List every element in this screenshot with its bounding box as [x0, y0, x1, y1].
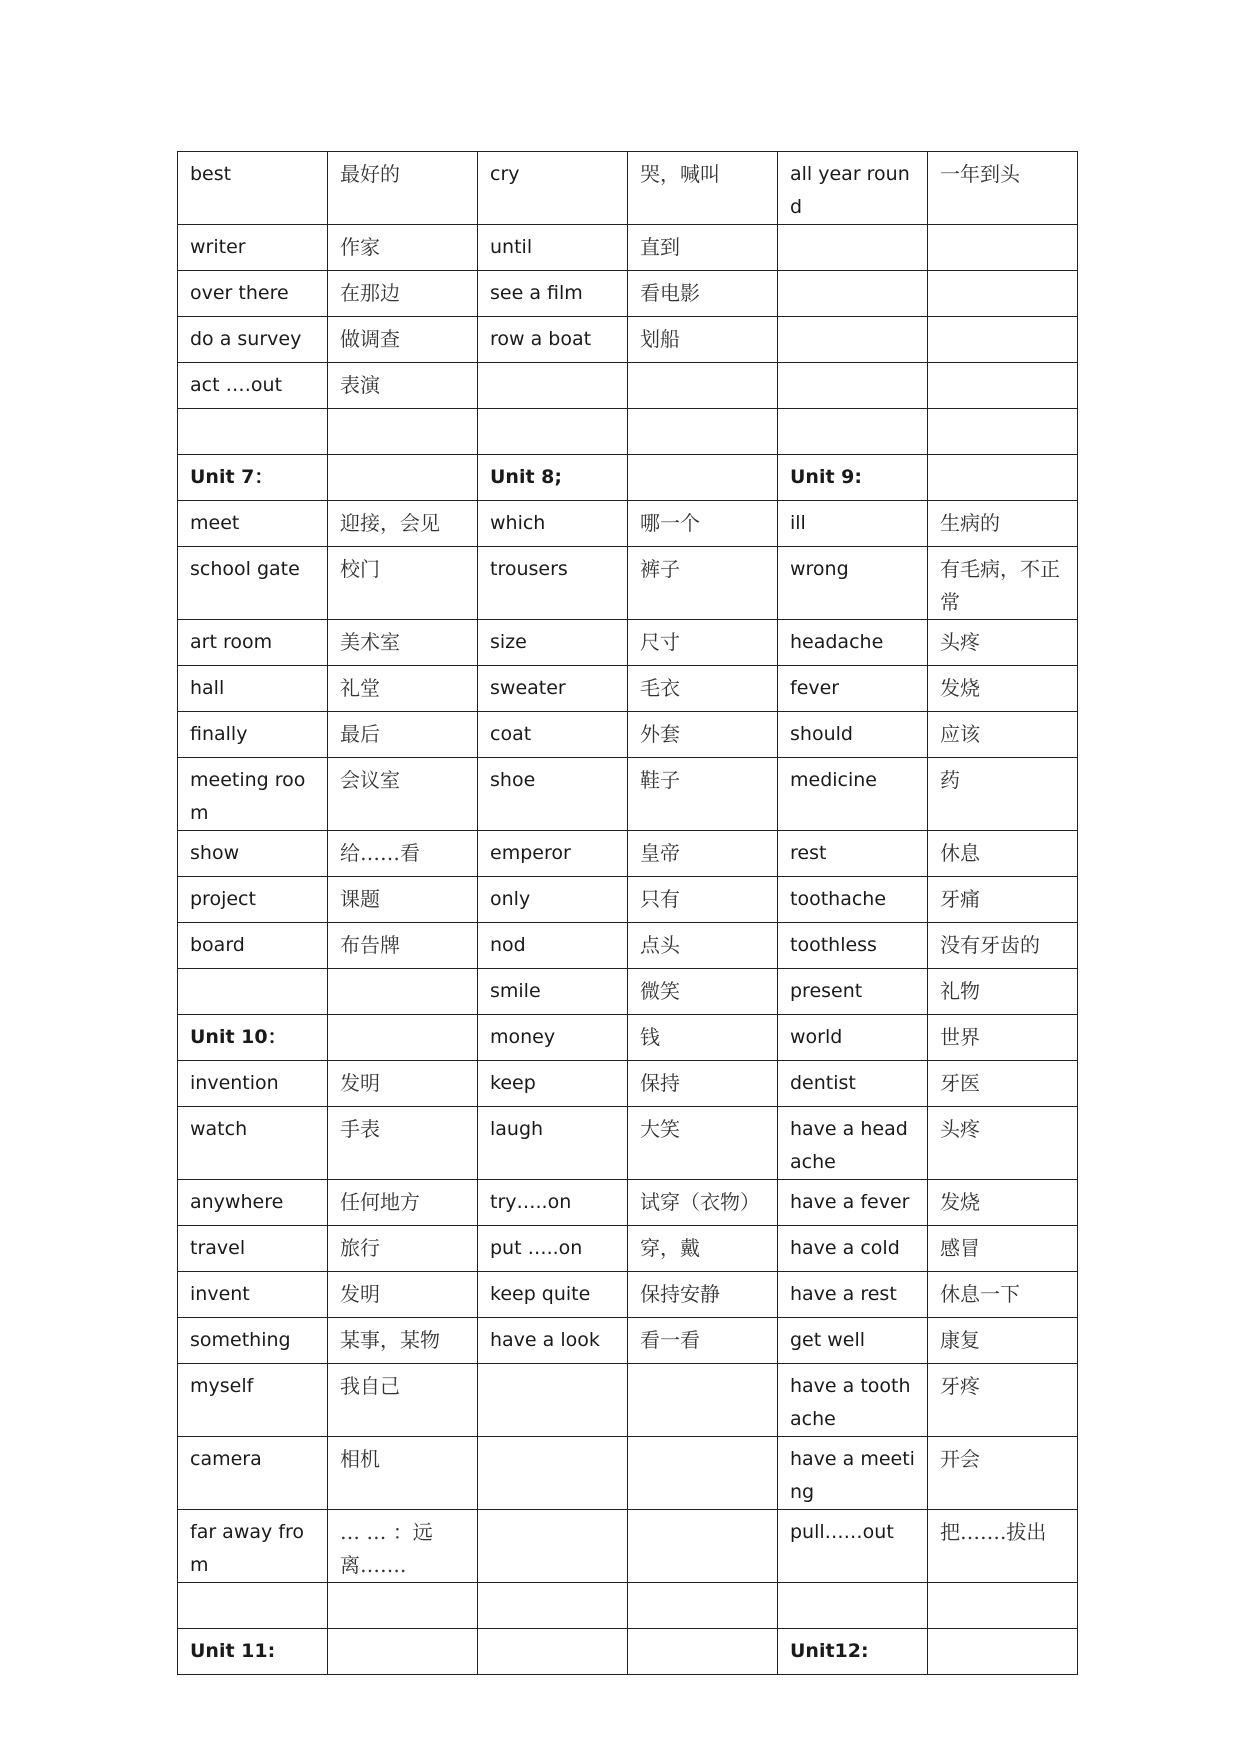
chinese-meaning: 把…….拔出 — [928, 1510, 1078, 1583]
english-word: pull……out — [778, 1510, 928, 1583]
chinese-meaning: 牙痛 — [928, 877, 1078, 923]
table-row — [178, 455, 1078, 501]
table-row — [178, 877, 1078, 923]
empty-cell — [628, 363, 778, 409]
chinese-meaning: 感冒 — [928, 1226, 1078, 1272]
chinese-meaning: 有毛病，不正常 — [928, 547, 1078, 620]
chinese-meaning: 钱 — [628, 1015, 778, 1061]
english-word: invention — [178, 1061, 328, 1107]
chinese-meaning: 发烧 — [928, 666, 1078, 712]
table-row — [178, 831, 1078, 877]
empty-cell — [478, 1510, 628, 1583]
english-word: coat — [478, 712, 628, 758]
english-word: have a headache — [778, 1107, 928, 1180]
english-word: present — [778, 969, 928, 1015]
table-row — [178, 1226, 1078, 1272]
chinese-meaning: 点头 — [628, 923, 778, 969]
english-word: do a survey — [178, 317, 328, 363]
english-word: invent — [178, 1272, 328, 1318]
english-word: money — [478, 1015, 628, 1061]
table-row — [178, 501, 1078, 547]
english-word: keep quite — [478, 1272, 628, 1318]
table-row — [178, 969, 1078, 1015]
english-word: have a fever — [778, 1180, 928, 1226]
english-word: size — [478, 620, 628, 666]
empty-cell — [928, 409, 1078, 455]
english-word: toothless — [778, 923, 928, 969]
chinese-meaning: 保持安静 — [628, 1272, 778, 1318]
vocabulary-table-body — [178, 152, 1078, 1675]
empty-cell — [628, 1629, 778, 1675]
table-row — [178, 1015, 1078, 1061]
empty-cell — [478, 363, 628, 409]
english-word: ill — [778, 501, 928, 547]
chinese-meaning: 牙疼 — [928, 1364, 1078, 1437]
english-word: get well — [778, 1318, 928, 1364]
table-row — [178, 620, 1078, 666]
table-row — [178, 712, 1078, 758]
empty-cell — [178, 409, 328, 455]
chinese-meaning: 给……看 — [328, 831, 478, 877]
english-word: meet — [178, 501, 328, 547]
english-word: project — [178, 877, 328, 923]
chinese-meaning: 穿，戴 — [628, 1226, 778, 1272]
english-word: have a meeting — [778, 1437, 928, 1510]
empty-cell — [328, 455, 478, 501]
empty-cell — [778, 409, 928, 455]
chinese-meaning: 旅行 — [328, 1226, 478, 1272]
chinese-meaning: 开会 — [928, 1437, 1078, 1510]
chinese-meaning: 表演 — [328, 363, 478, 409]
chinese-meaning: 休息一下 — [928, 1272, 1078, 1318]
chinese-meaning: 康复 — [928, 1318, 1078, 1364]
empty-cell — [328, 1583, 478, 1629]
table-row — [178, 317, 1078, 363]
unit-heading: Unit 11: — [178, 1629, 328, 1675]
chinese-meaning: 鞋子 — [628, 758, 778, 831]
empty-cell — [178, 1583, 328, 1629]
chinese-meaning: 课题 — [328, 877, 478, 923]
empty-cell — [478, 1583, 628, 1629]
english-word: over there — [178, 271, 328, 317]
chinese-meaning: 只有 — [628, 877, 778, 923]
chinese-meaning: 没有牙齿的 — [928, 923, 1078, 969]
english-word: myself — [178, 1364, 328, 1437]
english-word: watch — [178, 1107, 328, 1180]
table-row — [178, 758, 1078, 831]
chinese-meaning: 划船 — [628, 317, 778, 363]
english-word: art room — [178, 620, 328, 666]
english-word: fever — [778, 666, 928, 712]
english-word: travel — [178, 1226, 328, 1272]
chinese-meaning: 头疼 — [928, 620, 1078, 666]
english-word: rest — [778, 831, 928, 877]
table-row — [178, 666, 1078, 712]
chinese-meaning: 保持 — [628, 1061, 778, 1107]
table-row — [178, 409, 1078, 455]
chinese-meaning: 作家 — [328, 225, 478, 271]
empty-cell — [328, 1015, 478, 1061]
english-word: have a cold — [778, 1226, 928, 1272]
english-word: only — [478, 877, 628, 923]
english-word: hall — [178, 666, 328, 712]
english-word: meeting room — [178, 758, 328, 831]
empty-cell — [778, 271, 928, 317]
chinese-meaning: 礼物 — [928, 969, 1078, 1015]
empty-cell — [478, 409, 628, 455]
chinese-meaning: 做调查 — [328, 317, 478, 363]
vocabulary-table — [177, 151, 1078, 1675]
english-word: see a film — [478, 271, 628, 317]
chinese-meaning: 药 — [928, 758, 1078, 831]
chinese-meaning: 应该 — [928, 712, 1078, 758]
english-word: camera — [178, 1437, 328, 1510]
chinese-meaning: 外套 — [628, 712, 778, 758]
english-word: until — [478, 225, 628, 271]
table-row — [178, 363, 1078, 409]
table-row — [178, 1180, 1078, 1226]
empty-cell — [778, 363, 928, 409]
chinese-meaning: 某事，某物 — [328, 1318, 478, 1364]
english-word: keep — [478, 1061, 628, 1107]
empty-cell — [478, 1364, 628, 1437]
empty-cell — [778, 317, 928, 363]
english-word: best — [178, 152, 328, 225]
empty-cell — [628, 1364, 778, 1437]
chinese-meaning: 会议室 — [328, 758, 478, 831]
chinese-meaning: 皇帝 — [628, 831, 778, 877]
empty-cell — [328, 969, 478, 1015]
empty-cell — [328, 1629, 478, 1675]
chinese-meaning: 一年到头 — [928, 152, 1078, 225]
chinese-meaning: 裤子 — [628, 547, 778, 620]
chinese-meaning: 世界 — [928, 1015, 1078, 1061]
chinese-meaning: … … ：远离……. — [328, 1510, 478, 1583]
english-word: put …..on — [478, 1226, 628, 1272]
english-word: have a toothache — [778, 1364, 928, 1437]
table-row — [178, 547, 1078, 620]
english-word: anywhere — [178, 1180, 328, 1226]
table-row — [178, 923, 1078, 969]
english-word: finally — [178, 712, 328, 758]
table-row — [178, 1318, 1078, 1364]
english-word: should — [778, 712, 928, 758]
english-word: school gate — [178, 547, 328, 620]
chinese-meaning: 微笑 — [628, 969, 778, 1015]
chinese-meaning: 毛衣 — [628, 666, 778, 712]
chinese-meaning: 牙医 — [928, 1061, 1078, 1107]
english-word: board — [178, 923, 328, 969]
english-word: sweater — [478, 666, 628, 712]
english-word: have a look — [478, 1318, 628, 1364]
empty-cell — [928, 363, 1078, 409]
chinese-meaning: 布告牌 — [328, 923, 478, 969]
table-row — [178, 152, 1078, 225]
chinese-meaning: 礼堂 — [328, 666, 478, 712]
empty-cell — [478, 1629, 628, 1675]
english-word: emperor — [478, 831, 628, 877]
chinese-meaning: 头疼 — [928, 1107, 1078, 1180]
chinese-meaning: 休息 — [928, 831, 1078, 877]
english-word: row a boat — [478, 317, 628, 363]
english-word: world — [778, 1015, 928, 1061]
english-word: nod — [478, 923, 628, 969]
empty-cell — [628, 1510, 778, 1583]
chinese-meaning: 最好的 — [328, 152, 478, 225]
english-word: wrong — [778, 547, 928, 620]
english-word: far away from — [178, 1510, 328, 1583]
english-word: something — [178, 1318, 328, 1364]
unit-heading: Unit 8; — [478, 455, 628, 501]
chinese-meaning: 最后 — [328, 712, 478, 758]
chinese-meaning: 在那边 — [328, 271, 478, 317]
unit-heading: Unit 7： — [178, 455, 328, 501]
english-word: act …․out — [178, 363, 328, 409]
chinese-meaning: 美术室 — [328, 620, 478, 666]
english-word: try…..on — [478, 1180, 628, 1226]
chinese-meaning: 迎接，会见 — [328, 501, 478, 547]
table-row — [178, 1107, 1078, 1180]
table-row — [178, 1437, 1078, 1510]
empty-cell — [628, 409, 778, 455]
english-word: headache — [778, 620, 928, 666]
empty-cell — [928, 271, 1078, 317]
chinese-meaning: 哪一个 — [628, 501, 778, 547]
chinese-meaning: 直到 — [628, 225, 778, 271]
chinese-meaning: 生病的 — [928, 501, 1078, 547]
empty-cell — [178, 969, 328, 1015]
table-row — [178, 1583, 1078, 1629]
chinese-meaning: 我自己 — [328, 1364, 478, 1437]
empty-cell — [778, 225, 928, 271]
table-row — [178, 1364, 1078, 1437]
chinese-meaning: 发烧 — [928, 1180, 1078, 1226]
table-row — [178, 271, 1078, 317]
english-word: toothache — [778, 877, 928, 923]
chinese-meaning: 尺寸 — [628, 620, 778, 666]
english-word: have a rest — [778, 1272, 928, 1318]
empty-cell — [928, 455, 1078, 501]
english-word: show — [178, 831, 328, 877]
empty-cell — [628, 1437, 778, 1510]
english-word: laugh — [478, 1107, 628, 1180]
chinese-meaning: 看电影 — [628, 271, 778, 317]
english-word: trousers — [478, 547, 628, 620]
table-row — [178, 1272, 1078, 1318]
table-row — [178, 225, 1078, 271]
empty-cell — [478, 1437, 628, 1510]
table-row — [178, 1510, 1078, 1583]
english-word: writer — [178, 225, 328, 271]
chinese-meaning: 试穿（衣物） — [628, 1180, 778, 1226]
unit-heading: Unit12: — [778, 1629, 928, 1675]
chinese-meaning: 发明 — [328, 1272, 478, 1318]
empty-cell — [328, 409, 478, 455]
english-word: shoe — [478, 758, 628, 831]
empty-cell — [628, 455, 778, 501]
english-word: smile — [478, 969, 628, 1015]
unit-heading: Unit 9: — [778, 455, 928, 501]
english-word: cry — [478, 152, 628, 225]
empty-cell — [928, 225, 1078, 271]
empty-cell — [928, 1629, 1078, 1675]
empty-cell — [928, 317, 1078, 363]
empty-cell — [628, 1583, 778, 1629]
empty-cell — [928, 1583, 1078, 1629]
chinese-meaning: 看一看 — [628, 1318, 778, 1364]
chinese-meaning: 发明 — [328, 1061, 478, 1107]
chinese-meaning: 手表 — [328, 1107, 478, 1180]
chinese-meaning: 大笑 — [628, 1107, 778, 1180]
chinese-meaning: 任何地方 — [328, 1180, 478, 1226]
empty-cell — [778, 1583, 928, 1629]
chinese-meaning: 相机 — [328, 1437, 478, 1510]
english-word: dentist — [778, 1061, 928, 1107]
chinese-meaning: 校门 — [328, 547, 478, 620]
table-row — [178, 1629, 1078, 1675]
english-word: medicine — [778, 758, 928, 831]
table-row — [178, 1061, 1078, 1107]
english-word: all year round — [778, 152, 928, 225]
unit-heading: Unit 10： — [178, 1015, 328, 1061]
chinese-meaning: 哭，喊叫 — [628, 152, 778, 225]
english-word: which — [478, 501, 628, 547]
